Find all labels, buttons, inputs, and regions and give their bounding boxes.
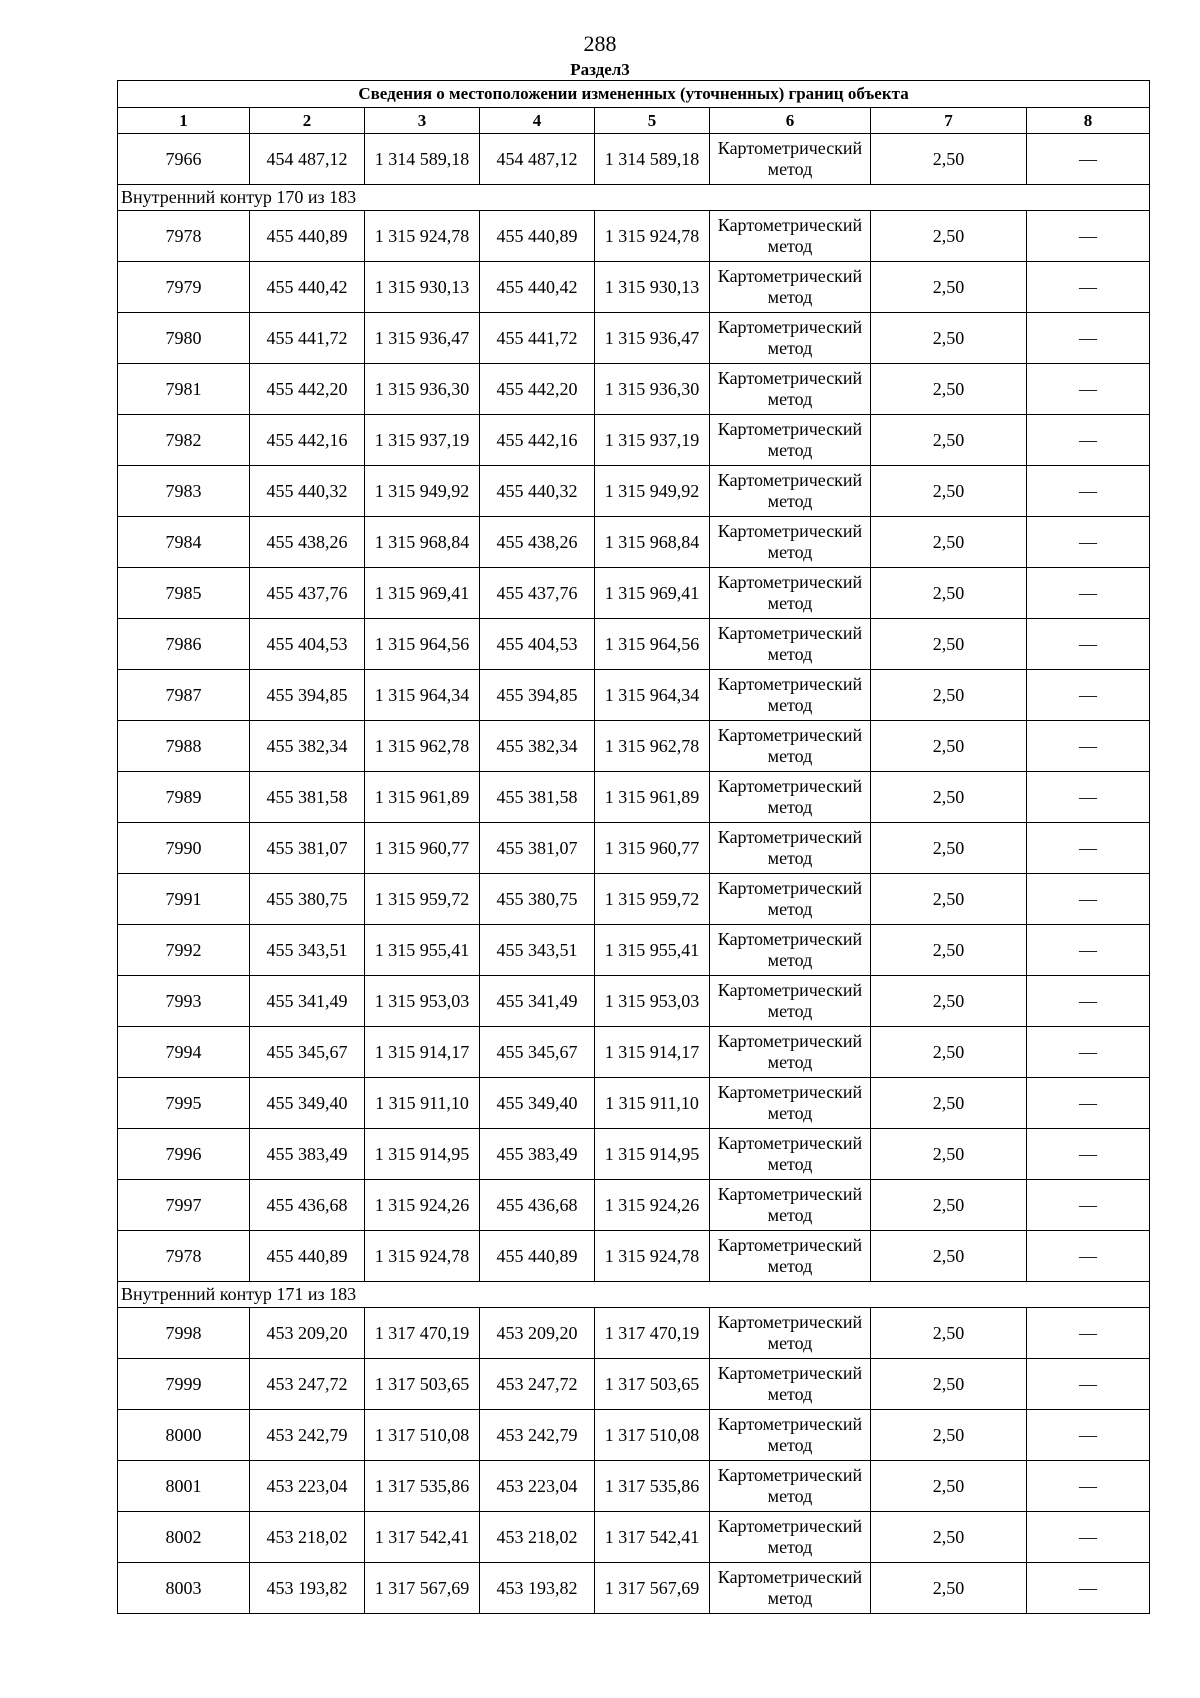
cell-y-new: 1 315 961,89 (595, 772, 710, 823)
cell-method: Картометрический метод (710, 1078, 871, 1129)
cell-y-old: 1 315 936,30 (365, 364, 480, 415)
cell-method: Картометрический метод (710, 1563, 871, 1614)
table-row (118, 925, 1150, 976)
cell-description: — (1027, 211, 1150, 262)
cell-method: Картометрический метод (710, 976, 871, 1027)
cell-method: Картометрический метод (710, 721, 871, 772)
table-row (118, 619, 1150, 670)
cell-x-old: 455 441,72 (250, 313, 365, 364)
cell-y-old: 1 314 589,18 (365, 134, 480, 185)
cell-point-number: 7982 (118, 415, 250, 466)
cell-x-old: 455 442,16 (250, 415, 365, 466)
cell-y-old: 1 317 470,19 (365, 1308, 480, 1359)
cell-point-number: 7988 (118, 721, 250, 772)
column-header: 8 (1027, 108, 1150, 134)
cell-y-new: 1 315 969,41 (595, 568, 710, 619)
cell-point-number: 8000 (118, 1410, 250, 1461)
cell-method: Картометрический метод (710, 874, 871, 925)
cell-method: Картометрический метод (710, 313, 871, 364)
cell-description: — (1027, 568, 1150, 619)
cell-y-new: 1 315 936,47 (595, 313, 710, 364)
cell-method: Картометрический метод (710, 466, 871, 517)
cell-x-new: 455 341,49 (480, 976, 595, 1027)
cell-method: Картометрический метод (710, 364, 871, 415)
cell-point-number: 7998 (118, 1308, 250, 1359)
cell-point-number: 7991 (118, 874, 250, 925)
cell-accuracy: 2,50 (871, 517, 1027, 568)
cell-accuracy: 2,50 (871, 874, 1027, 925)
cell-accuracy: 2,50 (871, 1231, 1027, 1282)
cell-x-old: 455 349,40 (250, 1078, 365, 1129)
cell-accuracy: 2,50 (871, 1129, 1027, 1180)
cell-y-old: 1 315 955,41 (365, 925, 480, 976)
cell-point-number: 7999 (118, 1359, 250, 1410)
column-header: 1 (118, 108, 250, 134)
cell-x-old: 455 345,67 (250, 1027, 365, 1078)
cell-description: — (1027, 517, 1150, 568)
cell-point-number: 7983 (118, 466, 250, 517)
cell-method: Картометрический метод (710, 823, 871, 874)
cell-description: — (1027, 134, 1150, 185)
table-row (118, 1308, 1150, 1359)
table-row (118, 1231, 1150, 1282)
cell-accuracy: 2,50 (871, 1410, 1027, 1461)
cell-point-number: 7990 (118, 823, 250, 874)
cell-accuracy: 2,50 (871, 1180, 1027, 1231)
cell-description: — (1027, 721, 1150, 772)
cell-x-new: 455 394,85 (480, 670, 595, 721)
cell-description: — (1027, 1563, 1150, 1614)
cell-y-new: 1 315 930,13 (595, 262, 710, 313)
cell-y-new: 1 315 962,78 (595, 721, 710, 772)
column-header: 7 (871, 108, 1027, 134)
cell-point-number: 7985 (118, 568, 250, 619)
cell-x-new: 455 438,26 (480, 517, 595, 568)
cell-x-new: 455 436,68 (480, 1180, 595, 1231)
cell-point-number: 7984 (118, 517, 250, 568)
cell-point-number: 7986 (118, 619, 250, 670)
cell-description: — (1027, 1078, 1150, 1129)
cell-x-new: 454 487,12 (480, 134, 595, 185)
cell-y-new: 1 315 959,72 (595, 874, 710, 925)
cell-description: — (1027, 313, 1150, 364)
cell-method: Картометрический метод (710, 568, 871, 619)
cell-method: Картометрический метод (710, 1180, 871, 1231)
cell-y-new: 1 315 964,56 (595, 619, 710, 670)
cell-y-new: 1 317 567,69 (595, 1563, 710, 1614)
cell-point-number: 7995 (118, 1078, 250, 1129)
cell-method: Картометрический метод (710, 1231, 871, 1282)
cell-x-new: 455 380,75 (480, 874, 595, 925)
cell-point-number: 7992 (118, 925, 250, 976)
cell-method: Картометрический метод (710, 925, 871, 976)
contour-label: Внутренний контур 171 из 183 (118, 1282, 1150, 1308)
table-row (118, 134, 1150, 185)
cell-y-old: 1 315 911,10 (365, 1078, 480, 1129)
table-row (118, 1512, 1150, 1563)
cell-y-old: 1 315 968,84 (365, 517, 480, 568)
cell-x-new: 455 440,42 (480, 262, 595, 313)
cell-method: Картометрический метод (710, 1461, 871, 1512)
cell-x-new: 455 381,58 (480, 772, 595, 823)
cell-x-new: 455 382,34 (480, 721, 595, 772)
cell-x-new: 455 345,67 (480, 1027, 595, 1078)
column-header: 5 (595, 108, 710, 134)
cell-method: Картометрический метод (710, 1129, 871, 1180)
cell-method: Картометрический метод (710, 211, 871, 262)
cell-x-new: 453 218,02 (480, 1512, 595, 1563)
cell-accuracy: 2,50 (871, 721, 1027, 772)
cell-y-new: 1 315 953,03 (595, 976, 710, 1027)
cell-point-number: 7966 (118, 134, 250, 185)
cell-method: Картометрический метод (710, 619, 871, 670)
cell-point-number: 8003 (118, 1563, 250, 1614)
table-row (118, 313, 1150, 364)
table-row (118, 1563, 1150, 1614)
cell-method: Картометрический метод (710, 670, 871, 721)
cell-accuracy: 2,50 (871, 568, 1027, 619)
coordinates-table (117, 80, 1150, 1614)
cell-y-old: 1 315 924,78 (365, 211, 480, 262)
contour-row (118, 1282, 1150, 1308)
cell-method: Картометрический метод (710, 134, 871, 185)
cell-y-old: 1 315 924,26 (365, 1180, 480, 1231)
cell-x-old: 455 442,20 (250, 364, 365, 415)
cell-point-number: 7997 (118, 1180, 250, 1231)
cell-x-old: 455 440,42 (250, 262, 365, 313)
cell-description: — (1027, 1231, 1150, 1282)
cell-y-new: 1 315 914,95 (595, 1129, 710, 1180)
cell-y-new: 1 317 503,65 (595, 1359, 710, 1410)
cell-accuracy: 2,50 (871, 466, 1027, 517)
cell-x-old: 453 242,79 (250, 1410, 365, 1461)
cell-y-old: 1 315 949,92 (365, 466, 480, 517)
cell-y-old: 1 315 962,78 (365, 721, 480, 772)
cell-x-new: 455 343,51 (480, 925, 595, 976)
cell-accuracy: 2,50 (871, 670, 1027, 721)
cell-description: — (1027, 1129, 1150, 1180)
cell-x-new: 453 193,82 (480, 1563, 595, 1614)
cell-y-old: 1 315 964,56 (365, 619, 480, 670)
cell-point-number: 7987 (118, 670, 250, 721)
cell-y-old: 1 315 964,34 (365, 670, 480, 721)
cell-accuracy: 2,50 (871, 262, 1027, 313)
cell-x-old: 454 487,12 (250, 134, 365, 185)
cell-y-new: 1 315 937,19 (595, 415, 710, 466)
column-header: 6 (710, 108, 871, 134)
cell-x-new: 455 440,89 (480, 1231, 595, 1282)
cell-x-old: 455 440,89 (250, 211, 365, 262)
cell-description: — (1027, 1308, 1150, 1359)
cell-x-new: 455 381,07 (480, 823, 595, 874)
cell-y-new: 1 317 535,86 (595, 1461, 710, 1512)
cell-x-old: 455 382,34 (250, 721, 365, 772)
cell-description: — (1027, 823, 1150, 874)
cell-y-new: 1 317 470,19 (595, 1308, 710, 1359)
cell-accuracy: 2,50 (871, 211, 1027, 262)
cell-method: Картометрический метод (710, 262, 871, 313)
cell-y-old: 1 315 914,17 (365, 1027, 480, 1078)
cell-x-new: 455 440,89 (480, 211, 595, 262)
cell-accuracy: 2,50 (871, 415, 1027, 466)
cell-method: Картометрический метод (710, 772, 871, 823)
cell-x-old: 455 381,58 (250, 772, 365, 823)
cell-accuracy: 2,50 (871, 1512, 1027, 1563)
table-row (118, 415, 1150, 466)
contour-row (118, 185, 1150, 211)
cell-y-old: 1 317 542,41 (365, 1512, 480, 1563)
cell-y-old: 1 315 960,77 (365, 823, 480, 874)
cell-x-new: 453 209,20 (480, 1308, 595, 1359)
cell-point-number: 7979 (118, 262, 250, 313)
table-caption: Сведения о местоположении измененных (уточненных) границ объекта (118, 81, 1150, 108)
cell-y-old: 1 317 510,08 (365, 1410, 480, 1461)
cell-accuracy: 2,50 (871, 976, 1027, 1027)
table-row (118, 211, 1150, 262)
cell-x-new: 455 442,20 (480, 364, 595, 415)
cell-method: Картометрический метод (710, 1308, 871, 1359)
table-row (118, 772, 1150, 823)
cell-x-new: 453 242,79 (480, 1410, 595, 1461)
column-header: 4 (480, 108, 595, 134)
cell-x-new: 453 223,04 (480, 1461, 595, 1512)
cell-x-old: 455 440,32 (250, 466, 365, 517)
cell-x-old: 455 383,49 (250, 1129, 365, 1180)
cell-y-old: 1 317 535,86 (365, 1461, 480, 1512)
table-row (118, 670, 1150, 721)
cell-accuracy: 2,50 (871, 313, 1027, 364)
table-row (118, 976, 1150, 1027)
cell-point-number: 8001 (118, 1461, 250, 1512)
cell-accuracy: 2,50 (871, 364, 1027, 415)
cell-y-new: 1 315 911,10 (595, 1078, 710, 1129)
cell-description: — (1027, 415, 1150, 466)
cell-y-old: 1 315 924,78 (365, 1231, 480, 1282)
cell-point-number: 7993 (118, 976, 250, 1027)
cell-y-new: 1 317 542,41 (595, 1512, 710, 1563)
cell-x-old: 455 438,26 (250, 517, 365, 568)
cell-x-new: 455 383,49 (480, 1129, 595, 1180)
page-number: 288 (583, 31, 617, 56)
table-row (118, 1180, 1150, 1231)
cell-accuracy: 2,50 (871, 1461, 1027, 1512)
cell-description: — (1027, 619, 1150, 670)
table-row (118, 1410, 1150, 1461)
cell-x-new: 455 440,32 (480, 466, 595, 517)
cell-description: — (1027, 1461, 1150, 1512)
cell-y-new: 1 315 924,78 (595, 211, 710, 262)
cell-accuracy: 2,50 (871, 823, 1027, 874)
cell-x-new: 455 349,40 (480, 1078, 595, 1129)
cell-description: — (1027, 1359, 1150, 1410)
cell-method: Картометрический метод (710, 1359, 871, 1410)
table-row (118, 1027, 1150, 1078)
cell-accuracy: 2,50 (871, 1308, 1027, 1359)
cell-description: — (1027, 1512, 1150, 1563)
cell-x-old: 455 436,68 (250, 1180, 365, 1231)
cell-y-new: 1 314 589,18 (595, 134, 710, 185)
cell-point-number: 7978 (118, 211, 250, 262)
cell-accuracy: 2,50 (871, 1359, 1027, 1410)
cell-accuracy: 2,50 (871, 134, 1027, 185)
cell-point-number: 7980 (118, 313, 250, 364)
table-caption-row (118, 81, 1150, 108)
cell-point-number: 8002 (118, 1512, 250, 1563)
cell-y-new: 1 317 510,08 (595, 1410, 710, 1461)
cell-x-new: 455 437,76 (480, 568, 595, 619)
table-row (118, 568, 1150, 619)
cell-description: — (1027, 1180, 1150, 1231)
cell-y-new: 1 315 955,41 (595, 925, 710, 976)
cell-x-old: 455 394,85 (250, 670, 365, 721)
cell-x-old: 453 247,72 (250, 1359, 365, 1410)
cell-x-new: 455 441,72 (480, 313, 595, 364)
cell-accuracy: 2,50 (871, 772, 1027, 823)
cell-y-old: 1 315 930,13 (365, 262, 480, 313)
table-row (118, 1129, 1150, 1180)
cell-method: Картометрический метод (710, 1512, 871, 1563)
table-row (118, 1078, 1150, 1129)
cell-method: Картометрический метод (710, 415, 871, 466)
cell-description: — (1027, 262, 1150, 313)
cell-y-new: 1 315 949,92 (595, 466, 710, 517)
cell-accuracy: 2,50 (871, 1027, 1027, 1078)
cell-x-old: 455 404,53 (250, 619, 365, 670)
cell-y-new: 1 315 964,34 (595, 670, 710, 721)
cell-y-old: 1 315 959,72 (365, 874, 480, 925)
cell-point-number: 7978 (118, 1231, 250, 1282)
cell-x-new: 455 442,16 (480, 415, 595, 466)
cell-x-old: 455 381,07 (250, 823, 365, 874)
table-row (118, 466, 1150, 517)
cell-y-new: 1 315 968,84 (595, 517, 710, 568)
cell-description: — (1027, 670, 1150, 721)
table-row (118, 721, 1150, 772)
column-header: 3 (365, 108, 480, 134)
cell-method: Картометрический метод (710, 517, 871, 568)
cell-point-number: 7996 (118, 1129, 250, 1180)
table-row (118, 823, 1150, 874)
table-row (118, 874, 1150, 925)
contour-label: Внутренний контур 170 из 183 (118, 185, 1150, 211)
cell-x-new: 455 404,53 (480, 619, 595, 670)
cell-y-new: 1 315 924,78 (595, 1231, 710, 1282)
cell-y-old: 1 315 936,47 (365, 313, 480, 364)
cell-y-new: 1 315 914,17 (595, 1027, 710, 1078)
cell-y-old: 1 315 969,41 (365, 568, 480, 619)
cell-description: — (1027, 925, 1150, 976)
cell-accuracy: 2,50 (871, 619, 1027, 670)
cell-x-old: 453 223,04 (250, 1461, 365, 1512)
cell-point-number: 7994 (118, 1027, 250, 1078)
table-row (118, 262, 1150, 313)
cell-x-old: 453 218,02 (250, 1512, 365, 1563)
cell-y-old: 1 315 953,03 (365, 976, 480, 1027)
cell-description: — (1027, 976, 1150, 1027)
cell-accuracy: 2,50 (871, 925, 1027, 976)
cell-x-new: 453 247,72 (480, 1359, 595, 1410)
cell-x-old: 453 193,82 (250, 1563, 365, 1614)
cell-point-number: 7989 (118, 772, 250, 823)
cell-description: — (1027, 1027, 1150, 1078)
cell-x-old: 455 343,51 (250, 925, 365, 976)
cell-x-old: 455 437,76 (250, 568, 365, 619)
table-row (118, 517, 1150, 568)
cell-x-old: 455 341,49 (250, 976, 365, 1027)
column-header: 2 (250, 108, 365, 134)
cell-accuracy: 2,50 (871, 1563, 1027, 1614)
cell-y-new: 1 315 936,30 (595, 364, 710, 415)
cell-y-old: 1 317 503,65 (365, 1359, 480, 1410)
section-title: Раздел3 (570, 60, 630, 79)
cell-x-old: 455 440,89 (250, 1231, 365, 1282)
table-header-row (118, 108, 1150, 134)
cell-description: — (1027, 874, 1150, 925)
cell-description: — (1027, 1410, 1150, 1461)
cell-description: — (1027, 772, 1150, 823)
cell-x-old: 453 209,20 (250, 1308, 365, 1359)
table-row (118, 1359, 1150, 1410)
cell-description: — (1027, 466, 1150, 517)
table-row (118, 364, 1150, 415)
cell-description: — (1027, 364, 1150, 415)
table-row (118, 1461, 1150, 1512)
cell-y-old: 1 315 937,19 (365, 415, 480, 466)
cell-method: Картометрический метод (710, 1410, 871, 1461)
cell-x-old: 455 380,75 (250, 874, 365, 925)
cell-point-number: 7981 (118, 364, 250, 415)
cell-y-new: 1 315 924,26 (595, 1180, 710, 1231)
cell-y-old: 1 315 961,89 (365, 772, 480, 823)
table-body (118, 134, 1150, 1614)
cell-accuracy: 2,50 (871, 1078, 1027, 1129)
cell-y-new: 1 315 960,77 (595, 823, 710, 874)
cell-y-old: 1 315 914,95 (365, 1129, 480, 1180)
cell-y-old: 1 317 567,69 (365, 1563, 480, 1614)
cell-method: Картометрический метод (710, 1027, 871, 1078)
